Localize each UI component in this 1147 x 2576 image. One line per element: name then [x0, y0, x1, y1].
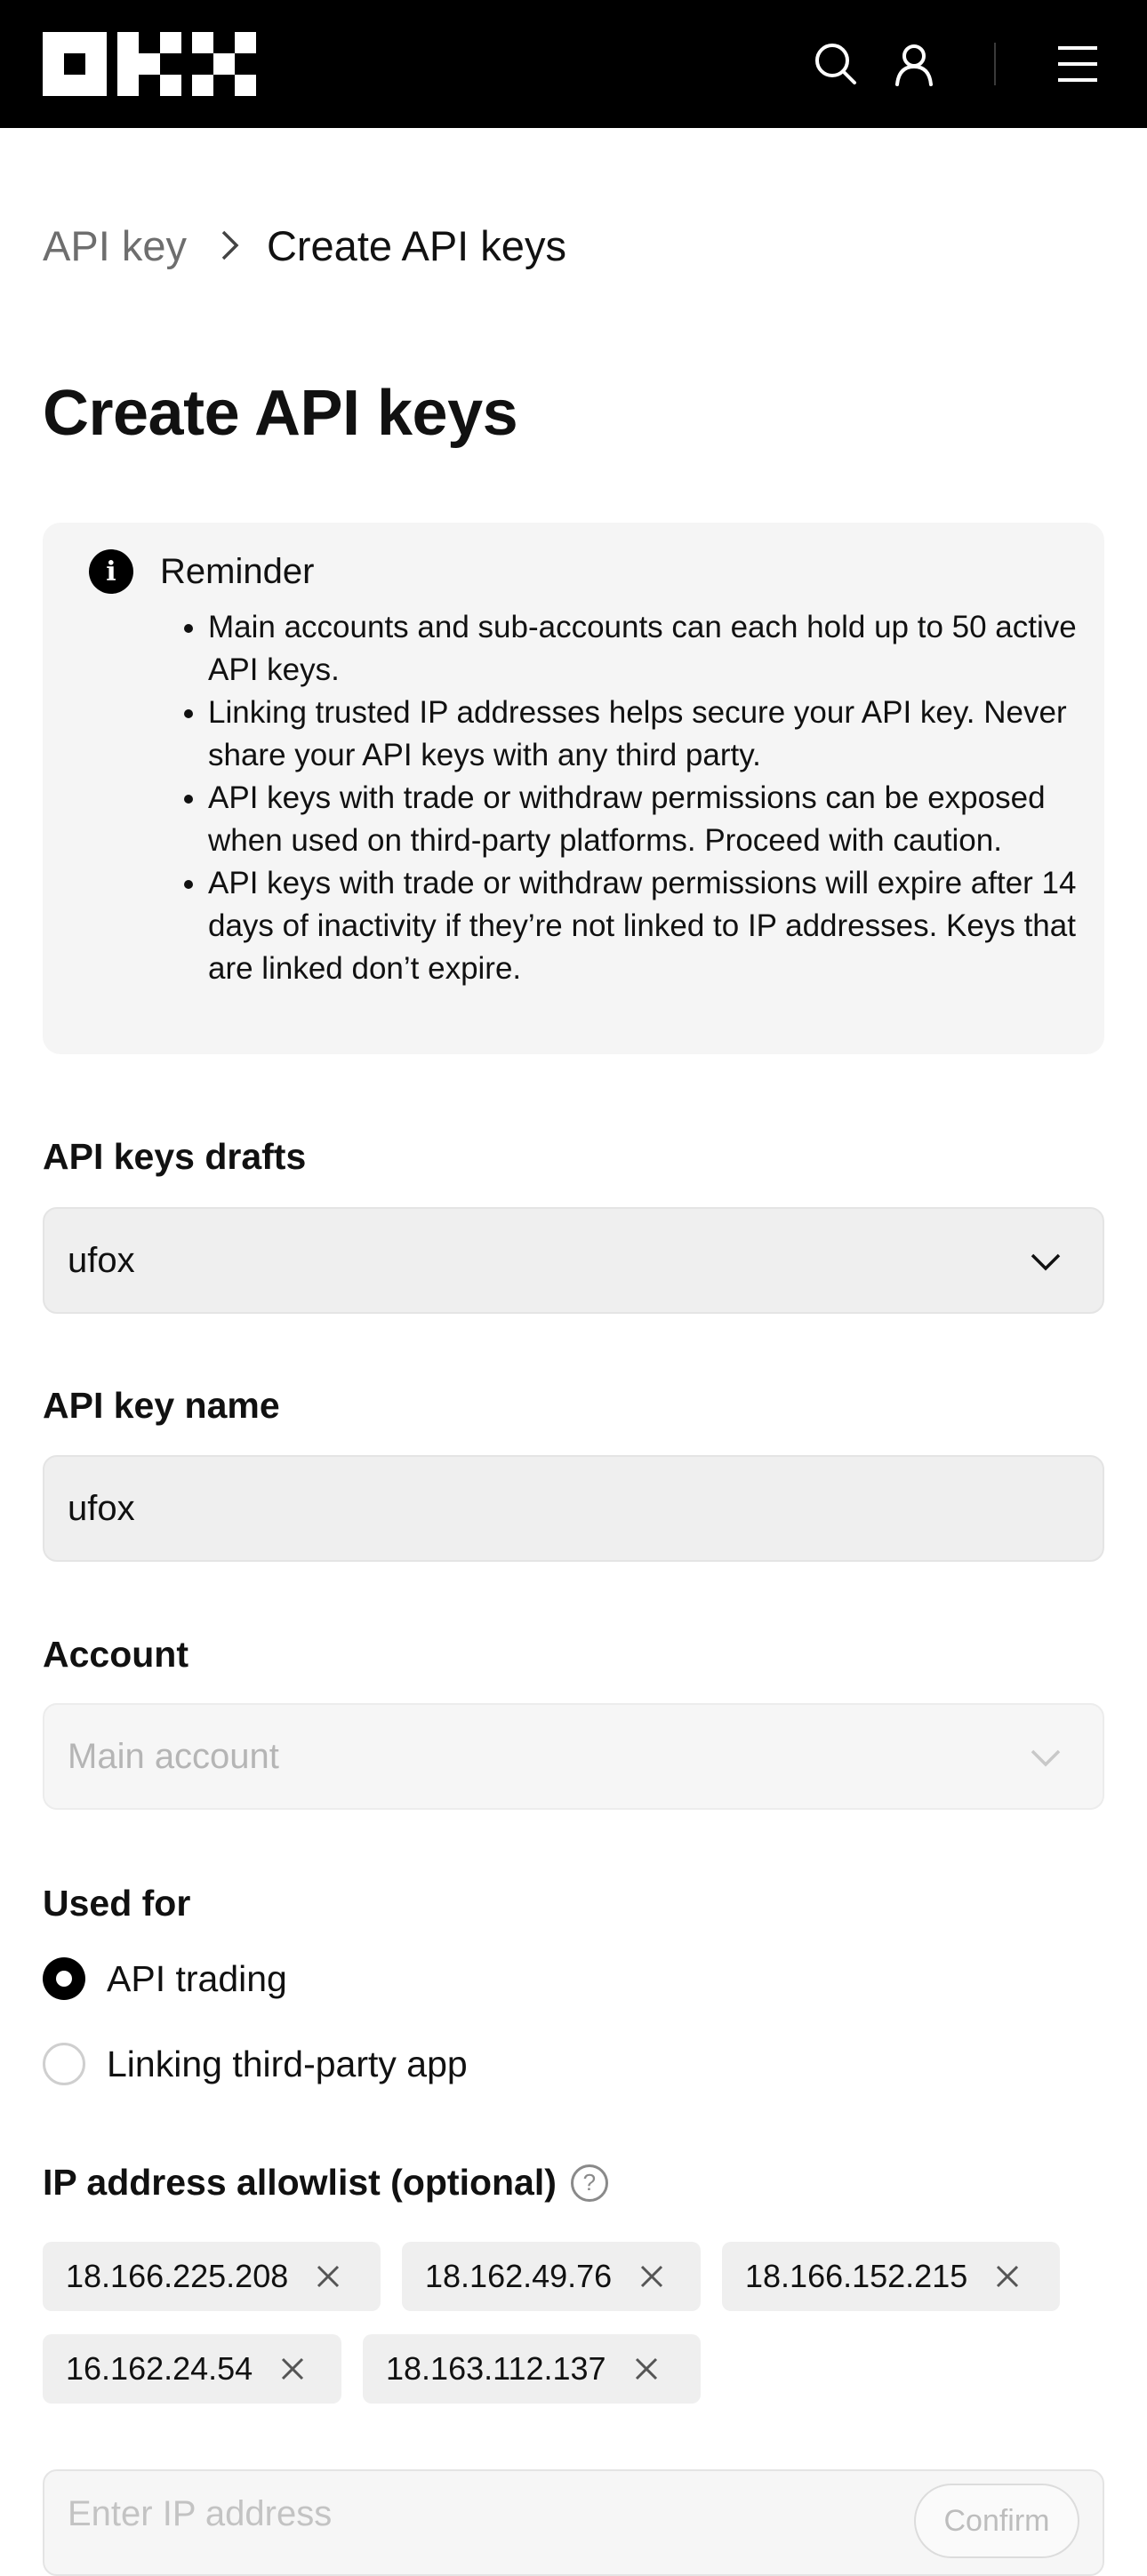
reminder-item: • Linking trusted IP addresses helps secure your API key. Never share your API keys with any third party. — [208, 692, 1097, 777]
ip-chip-value: 18.166.225.208 — [66, 2258, 289, 2294]
close-icon[interactable] — [633, 2356, 660, 2382]
breadcrumb — [43, 219, 566, 272]
okx-logo[interactable] — [43, 32, 256, 96]
chevron-down-icon — [1028, 1740, 1063, 1776]
reminder-list — [208, 606, 1097, 990]
breadcrumb-current: Create API keys — [266, 221, 566, 269]
drafts-select[interactable] — [43, 1207, 1104, 1314]
close-icon[interactable] — [279, 2356, 306, 2382]
header-divider — [994, 43, 996, 85]
radio-selected-icon — [43, 1957, 85, 2000]
user-icon[interactable] — [889, 39, 939, 89]
ip-chip-value: 16.162.24.54 — [66, 2350, 253, 2387]
breadcrumb-api-key-link[interactable]: API key — [43, 221, 187, 269]
top-navigation-bar — [0, 0, 1147, 128]
drafts-label: API keys drafts — [43, 1136, 307, 1177]
close-icon[interactable] — [994, 2263, 1021, 2290]
account-select-placeholder: Main account — [68, 1736, 279, 1776]
reminder-item: • API keys with trade or withdraw permissions can be exposed when used on third-party platforms. Proceed with caution. — [208, 777, 1097, 862]
search-icon[interactable] — [811, 39, 861, 89]
drafts-select-value: ufox — [68, 1240, 135, 1280]
ip-chip — [402, 2242, 701, 2311]
key-name-label: API key name — [43, 1385, 280, 1426]
ip-address-placeholder: Enter IP address — [68, 2494, 333, 2533]
reminder-item: • Main accounts and sub-accounts can each hold up to 50 active API keys. — [208, 606, 1097, 692]
used-for-label: Used for — [43, 1883, 191, 1924]
help-icon[interactable]: ? — [571, 2164, 608, 2202]
ip-allowlist-label — [43, 2162, 608, 2204]
info-icon: i — [89, 549, 133, 594]
ip-chip-value: 18.163.112.137 — [386, 2350, 606, 2387]
ip-chip — [363, 2334, 701, 2404]
key-name-input[interactable] — [43, 1455, 1104, 1562]
ip-chip — [43, 2242, 381, 2311]
chevron-down-icon — [1028, 1244, 1063, 1280]
reminder-item: • API keys with trade or withdraw permissions will expire after 14 days of inactivity if they’re not linked to IP addresses. Keys that are linked don’t expire. — [208, 862, 1097, 990]
menu-icon[interactable] — [1053, 39, 1103, 89]
page-title: Create API keys — [43, 378, 518, 449]
ip-address-input[interactable] — [43, 2469, 1104, 2576]
radio-unselected-icon — [43, 2043, 85, 2085]
confirm-button[interactable]: Confirm — [914, 2484, 1079, 2558]
chevron-right-icon — [221, 229, 240, 261]
ip-chip — [722, 2242, 1060, 2311]
close-icon[interactable] — [315, 2263, 341, 2290]
radio-linking-third-party-app[interactable] — [43, 2039, 468, 2089]
ip-chip — [43, 2334, 341, 2404]
reminder-box — [43, 523, 1104, 1054]
key-name-value: ufox — [68, 1488, 135, 1528]
account-label: Account — [43, 1634, 188, 1675]
account-select — [43, 1703, 1104, 1810]
radio-api-trading[interactable] — [43, 1954, 287, 2004]
ip-chip-value: 18.162.49.76 — [425, 2258, 613, 2294]
ip-allowlist-label-text: IP address allowlist (optional) — [43, 2162, 557, 2203]
ip-chip-value: 18.166.152.215 — [745, 2258, 968, 2294]
reminder-title: Reminder — [160, 552, 315, 591]
radio-label: Linking third-party app — [107, 2043, 468, 2084]
radio-label: API trading — [107, 1957, 287, 1999]
close-icon[interactable] — [638, 2263, 665, 2290]
